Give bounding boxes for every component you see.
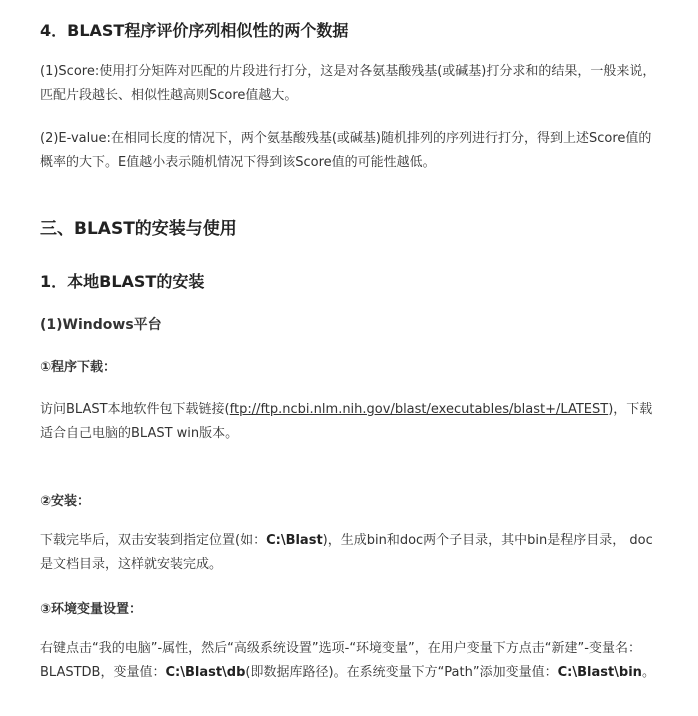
- env-text-2: (即数据库路径)。在系统变量下方“Path”添加变量值：: [245, 665, 558, 680]
- blastdb-path: C:\Blast\db: [165, 665, 246, 680]
- env-var-paragraph: [40, 637, 660, 685]
- install-paragraph: [40, 529, 660, 577]
- install-text-2: )，生成bin和doc两个子目录，其中bin是程序目录， doc是文档目录，这样就安装完成。: [40, 533, 653, 572]
- install-text-1: 下载完毕后，双击安装到指定位置(如：: [40, 533, 267, 548]
- bin-path: C:\Blast\bin: [557, 665, 642, 680]
- env-var-heading: ③环境变量设置：: [40, 602, 143, 617]
- download-text-after: )，下载适合自己电脑的BLAST win版本。: [40, 402, 653, 441]
- env-text-3: 。: [641, 665, 655, 680]
- windows-platform-heading: (1)Windows平台: [40, 317, 162, 333]
- blast-download-link[interactable]: ftp://ftp.ncbi.nlm.nih.gov/blast/executables/blast+/LATEST: [229, 402, 609, 417]
- download-text-before: 访问BLAST本地软件包下载链接(: [40, 402, 230, 417]
- install-path: C:\Blast: [266, 533, 323, 548]
- install-heading: ②安装：: [40, 494, 91, 509]
- score-paragraph: (1)Score:使用打分矩阵对匹配的片段进行打分，这是对各氨基酸残基(或碱基)打分求和的结果，一般来说，匹配片段越长、相似性越高则Score值越大。: [40, 64, 656, 103]
- section-4-heading: 4．BLAST程序评价序列相似性的两个数据: [40, 21, 349, 40]
- evalue-paragraph: (2)E-value:在相同长度的情况下，两个氨基酸残基(或碱基)随机排列的序列进行打分，得到上述Score值的概率的大下。E值越小表示随机情况下得到该Score值的可能性越低。: [40, 131, 652, 170]
- download-heading: ①程序下载：: [40, 360, 117, 375]
- local-install-heading: 1．本地BLAST的安装: [40, 272, 205, 291]
- env-text-1: 右键点击“我的电脑”-属性，然后“高级系统设置”选项-“环境变量”，在用户变量下方点击“新建”-变量名：BLASTDB，变量值：: [40, 641, 641, 680]
- part-3-heading: 三、BLAST的安装与使用: [40, 219, 237, 239]
- download-paragraph: [40, 398, 660, 446]
